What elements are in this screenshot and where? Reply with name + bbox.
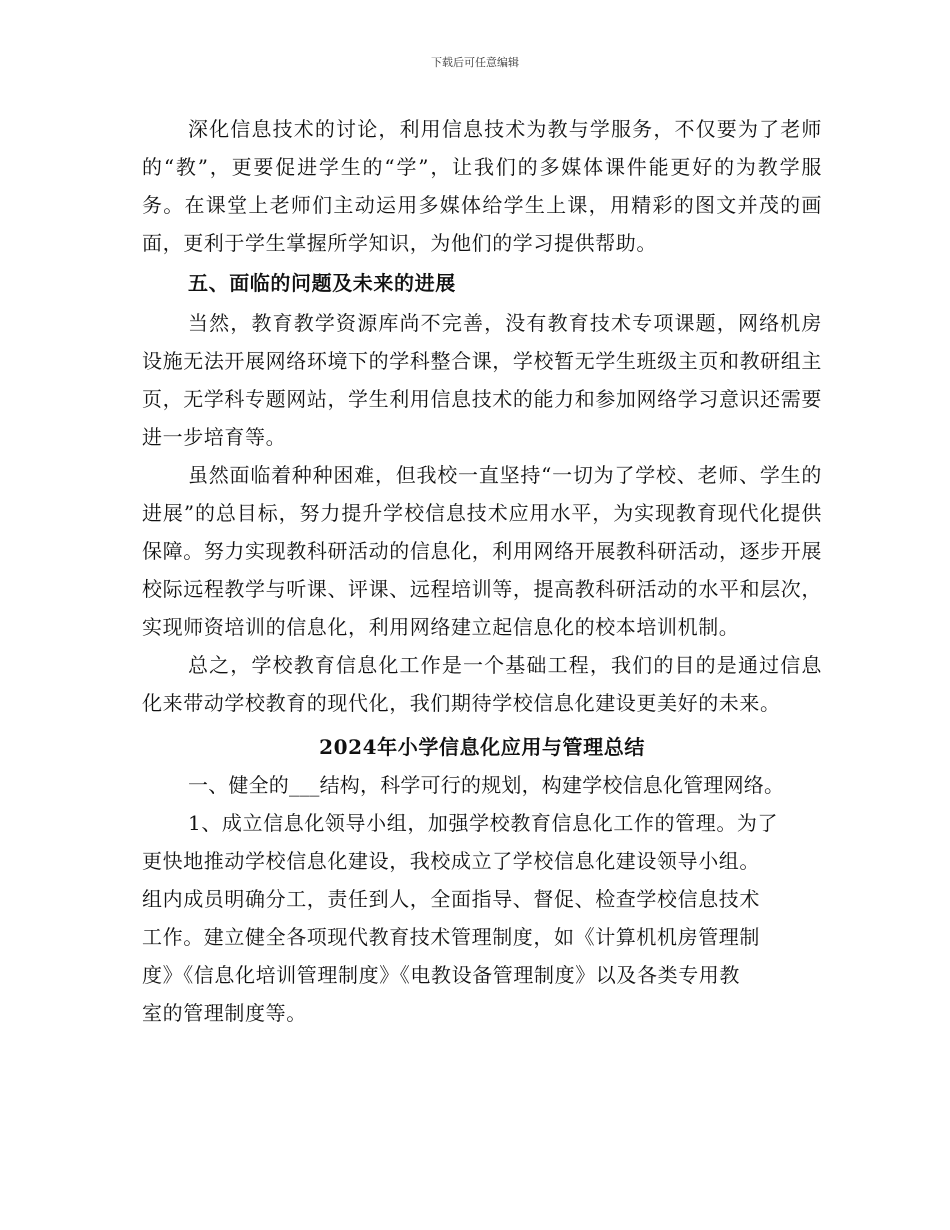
text-line: 组内成员明确分工，责任到人，全面指导、督促、检查学校信息技术 [142, 887, 760, 911]
document-body [142, 110, 822, 1032]
text-line: 1、成立信息化领导小组，加强学校教育信息化工作的管理。为了 [188, 811, 779, 835]
paragraph-structure: 一、健全的___结构，科学可行的规划，构建学校信息化管理网络。 [188, 773, 785, 797]
paragraph-multimedia: 深化信息技术的讨论，利用信息技术为教与学服务，不仅要为了老师的“教”，更要促进学生的“学”，让我们的多媒体课件能更好的为教学服务。在课堂上老师们主动运用多媒体给学生上课，用精彩的图文并茂的画面，更利于学生掌握所学知识，为他们的学习提供帮助。 [142, 117, 822, 255]
paragraph-leadership-group [142, 804, 822, 1032]
text-line: 更快地推动学校信息化建设，我校成立了学校信息化建设领导小组。 [142, 849, 760, 873]
page-header: 下载后可任意编辑 [431, 56, 519, 69]
text-line: 度》《信息化培训管理制度》《电教设备管理制度》以及各类专用教 [142, 963, 740, 987]
paragraph-goals: 虽然面临着种种困难，但我校一直坚持“一切为了学校、老师、学生的进展”的总目标，努力提升学校信息技术应用水平，为实现教育现代化提供保障。努力实现教科研活动的信息化，利用网络开展教科研活动，逐步开展校际远程教学与听课、评课、远程培训等，提高教科研活动的水平和层次，实现师资培训的信息化，利用网络建立起信息化的校本培训机制。 [142, 463, 822, 639]
document-title: 2024年小学信息化应用与管理总结 [319, 735, 645, 759]
paragraph-problems: 当然，教育教学资源库尚不完善，没有教育技术专项课题，网络机房设施无法开展网络环境下的学科整合课，学校暂无学生班级主页和教研组主页，无学科专题网站，学生利用信息技术的能力和参加网络学习意识还需要进一步培育等。 [142, 311, 822, 449]
section-heading-problems: 五、面临的问题及未来的进展 [188, 271, 456, 295]
text-line: 室的管理制度等。 [142, 1001, 307, 1025]
paragraph-conclusion: 总之，学校教育信息化工作是一个基础工程，我们的目的是通过信息化来带动学校教育的现代化，我们期待学校信息化建设更美好的未来。 [142, 653, 822, 715]
text-line: 工作。建立健全各项现代教育技术管理制度，如《计算机机房管理制 [142, 925, 760, 949]
